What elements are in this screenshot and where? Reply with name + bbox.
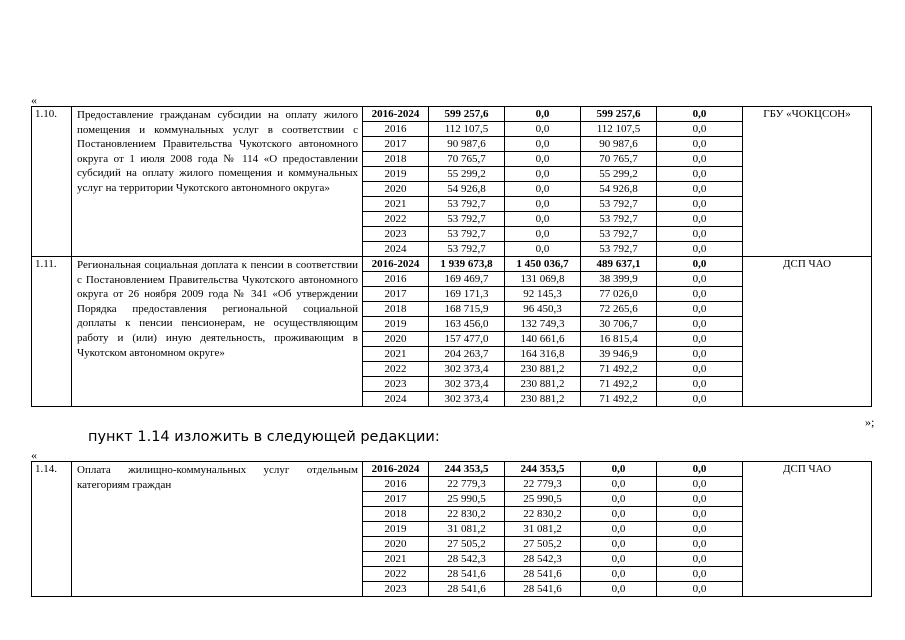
funding-cell-2: 77 026,0 (581, 287, 657, 302)
period-cell: 2019 (363, 317, 429, 332)
funding-cell-3: 0,0 (657, 257, 743, 272)
funding-cell-3: 0,0 (657, 492, 743, 507)
total-cell: 53 792,7 (429, 197, 505, 212)
period-cell: 2021 (363, 347, 429, 362)
total-cell: 244 353,5 (429, 462, 505, 477)
item-number: 1.14. (32, 462, 72, 597)
total-cell: 54 926,8 (429, 182, 505, 197)
funding-cell-1: 230 881,2 (505, 362, 581, 377)
funding-cell-1: 28 541,6 (505, 582, 581, 597)
funding-cell-2: 53 792,7 (581, 197, 657, 212)
total-cell: 204 263,7 (429, 347, 505, 362)
section-heading: пункт 1.14 изложить в следующей редакции: (88, 429, 440, 445)
total-cell: 70 765,7 (429, 152, 505, 167)
funding-cell-1: 230 881,2 (505, 392, 581, 407)
funding-cell-2: 38 399,9 (581, 272, 657, 287)
item-description: Предоставление гражданам субсидии на оплату жилого помещения и коммунальных услуг в соответствии с Постановлением Правительства Чукотского автономного округа от 1 июля 2008 года № 114 «О предоставлении субсидий на оплату жилого помещения и коммунальных услуг на территории Чукотского автономного округа» (72, 107, 363, 257)
funding-cell-1: 96 450,3 (505, 302, 581, 317)
total-cell: 112 107,5 (429, 122, 505, 137)
funding-cell-2: 53 792,7 (581, 227, 657, 242)
total-cell: 22 830,2 (429, 507, 505, 522)
funding-cell-3: 0,0 (657, 507, 743, 522)
funding-cell-3: 0,0 (657, 332, 743, 347)
item-total-row (32, 107, 872, 122)
funding-cell-3: 0,0 (657, 582, 743, 597)
funding-cell-3: 0,0 (657, 197, 743, 212)
period-cell: 2024 (363, 392, 429, 407)
funding-cell-2: 16 815,4 (581, 332, 657, 347)
period-cell: 2016-2024 (363, 462, 429, 477)
total-cell: 168 715,9 (429, 302, 505, 317)
period-cell: 2018 (363, 302, 429, 317)
item-description: Оплата жилищно-коммунальных услуг отдельным категориям граждан (72, 462, 363, 597)
funding-cell-3: 0,0 (657, 392, 743, 407)
total-cell: 169 171,3 (429, 287, 505, 302)
period-cell: 2016 (363, 477, 429, 492)
funding-cell-3: 0,0 (657, 107, 743, 122)
funding-cell-2: 0,0 (581, 552, 657, 567)
item-number: 1.10. (32, 107, 72, 257)
quote-open-1: « (31, 93, 37, 107)
funding-cell-1: 31 081,2 (505, 522, 581, 537)
period-cell: 2017 (363, 137, 429, 152)
funding-cell-2: 0,0 (581, 582, 657, 597)
total-cell: 27 505,2 (429, 537, 505, 552)
total-cell: 31 081,2 (429, 522, 505, 537)
funding-cell-1: 1 450 036,7 (505, 257, 581, 272)
funding-cell-3: 0,0 (657, 122, 743, 137)
item-total-row (32, 257, 872, 272)
executor: ГБУ «ЧОКЦСОН» (743, 107, 872, 257)
funding-cell-2: 71 492,2 (581, 377, 657, 392)
period-cell: 2018 (363, 152, 429, 167)
total-cell: 53 792,7 (429, 227, 505, 242)
period-cell: 2022 (363, 212, 429, 227)
total-cell: 169 469,7 (429, 272, 505, 287)
executor: ДСП ЧАО (743, 257, 872, 407)
funding-cell-3: 0,0 (657, 167, 743, 182)
funding-cell-2: 0,0 (581, 537, 657, 552)
funding-cell-2: 30 706,7 (581, 317, 657, 332)
period-cell: 2018 (363, 507, 429, 522)
funding-cell-1: 0,0 (505, 167, 581, 182)
funding-cell-3: 0,0 (657, 137, 743, 152)
period-cell: 2022 (363, 567, 429, 582)
period-cell: 2020 (363, 537, 429, 552)
total-cell: 53 792,7 (429, 242, 505, 257)
total-cell: 1 939 673,8 (429, 257, 505, 272)
funding-cell-1: 0,0 (505, 107, 581, 122)
funding-cell-3: 0,0 (657, 477, 743, 492)
funding-cell-3: 0,0 (657, 317, 743, 332)
item-number: 1.11. (32, 257, 72, 407)
total-cell: 302 373,4 (429, 392, 505, 407)
funding-cell-1: 0,0 (505, 137, 581, 152)
funding-cell-1: 28 541,6 (505, 567, 581, 582)
funding-cell-2: 489 637,1 (581, 257, 657, 272)
funding-cell-3: 0,0 (657, 302, 743, 317)
period-cell: 2016 (363, 272, 429, 287)
funding-cell-3: 0,0 (657, 537, 743, 552)
period-cell: 2023 (363, 582, 429, 597)
funding-cell-2: 53 792,7 (581, 242, 657, 257)
funding-cell-3: 0,0 (657, 462, 743, 477)
funding-cell-3: 0,0 (657, 242, 743, 257)
funding-cell-1: 140 661,6 (505, 332, 581, 347)
funding-cell-2: 71 492,2 (581, 362, 657, 377)
funding-cell-1: 131 069,8 (505, 272, 581, 287)
funding-cell-2: 39 946,9 (581, 347, 657, 362)
period-cell: 2024 (363, 242, 429, 257)
total-cell: 157 477,0 (429, 332, 505, 347)
total-cell: 302 373,4 (429, 377, 505, 392)
funding-cell-3: 0,0 (657, 362, 743, 377)
funding-cell-1: 22 779,3 (505, 477, 581, 492)
total-cell: 599 257,6 (429, 107, 505, 122)
period-cell: 2021 (363, 552, 429, 567)
period-cell: 2019 (363, 167, 429, 182)
period-cell: 2016-2024 (363, 257, 429, 272)
total-cell: 22 779,3 (429, 477, 505, 492)
funding-cell-3: 0,0 (657, 567, 743, 582)
period-cell: 2020 (363, 182, 429, 197)
funding-cell-2: 599 257,6 (581, 107, 657, 122)
funding-cell-3: 0,0 (657, 152, 743, 167)
total-cell: 25 990,5 (429, 492, 505, 507)
funding-cell-1: 28 542,3 (505, 552, 581, 567)
total-cell: 28 542,3 (429, 552, 505, 567)
funding-cell-1: 25 990,5 (505, 492, 581, 507)
period-cell: 2023 (363, 377, 429, 392)
funding-cell-1: 0,0 (505, 212, 581, 227)
funding-cell-1: 0,0 (505, 122, 581, 137)
total-cell: 90 987,6 (429, 137, 505, 152)
funding-cell-1: 0,0 (505, 197, 581, 212)
total-cell: 55 299,2 (429, 167, 505, 182)
funding-cell-2: 0,0 (581, 477, 657, 492)
funding-cell-2: 53 792,7 (581, 212, 657, 227)
quote-close-1: »; (865, 415, 875, 429)
program-table-2 (31, 461, 872, 597)
period-cell: 2019 (363, 522, 429, 537)
funding-cell-2: 71 492,2 (581, 392, 657, 407)
total-cell: 28 541,6 (429, 582, 505, 597)
total-cell: 163 456,0 (429, 317, 505, 332)
funding-cell-2: 90 987,6 (581, 137, 657, 152)
funding-cell-2: 0,0 (581, 507, 657, 522)
funding-cell-1: 92 145,3 (505, 287, 581, 302)
funding-cell-3: 0,0 (657, 522, 743, 537)
funding-cell-2: 72 265,6 (581, 302, 657, 317)
funding-cell-3: 0,0 (657, 552, 743, 567)
funding-cell-1: 0,0 (505, 227, 581, 242)
period-cell: 2017 (363, 492, 429, 507)
funding-cell-2: 0,0 (581, 462, 657, 477)
funding-cell-2: 0,0 (581, 492, 657, 507)
period-cell: 2016 (363, 122, 429, 137)
funding-cell-3: 0,0 (657, 272, 743, 287)
funding-cell-1: 244 353,5 (505, 462, 581, 477)
total-cell: 28 541,6 (429, 567, 505, 582)
funding-cell-2: 0,0 (581, 567, 657, 582)
funding-cell-2: 0,0 (581, 522, 657, 537)
period-cell: 2022 (363, 362, 429, 377)
period-cell: 2016-2024 (363, 107, 429, 122)
funding-cell-2: 112 107,5 (581, 122, 657, 137)
funding-cell-2: 55 299,2 (581, 167, 657, 182)
funding-cell-3: 0,0 (657, 182, 743, 197)
funding-cell-1: 132 749,3 (505, 317, 581, 332)
funding-cell-3: 0,0 (657, 227, 743, 242)
executor: ДСП ЧАО (743, 462, 872, 597)
item-total-row (32, 462, 872, 477)
period-cell: 2017 (363, 287, 429, 302)
funding-cell-2: 70 765,7 (581, 152, 657, 167)
funding-cell-1: 0,0 (505, 152, 581, 167)
funding-cell-1: 0,0 (505, 182, 581, 197)
funding-cell-1: 164 316,8 (505, 347, 581, 362)
funding-cell-1: 27 505,2 (505, 537, 581, 552)
funding-cell-2: 54 926,8 (581, 182, 657, 197)
total-cell: 302 373,4 (429, 362, 505, 377)
funding-cell-1: 230 881,2 (505, 377, 581, 392)
total-cell: 53 792,7 (429, 212, 505, 227)
funding-cell-3: 0,0 (657, 212, 743, 227)
funding-cell-1: 0,0 (505, 242, 581, 257)
funding-cell-3: 0,0 (657, 377, 743, 392)
funding-cell-3: 0,0 (657, 347, 743, 362)
period-cell: 2020 (363, 332, 429, 347)
program-table-1 (31, 106, 872, 407)
period-cell: 2023 (363, 227, 429, 242)
quote-open-2: « (31, 448, 37, 462)
funding-cell-3: 0,0 (657, 287, 743, 302)
funding-cell-1: 22 830,2 (505, 507, 581, 522)
item-description: Региональная социальная доплата к пенсии в соответствии с Постановлением Правительства Чукотского автономного округа от 26 ноября 2009 года № 341 «Об утверждении Порядка предоставления региональной социальной доплаты к пенсии пенсионерам, не осуществляющим работу и (или) иную деятельность, проживающим в Чукотском автономном округе» (72, 257, 363, 407)
period-cell: 2021 (363, 197, 429, 212)
